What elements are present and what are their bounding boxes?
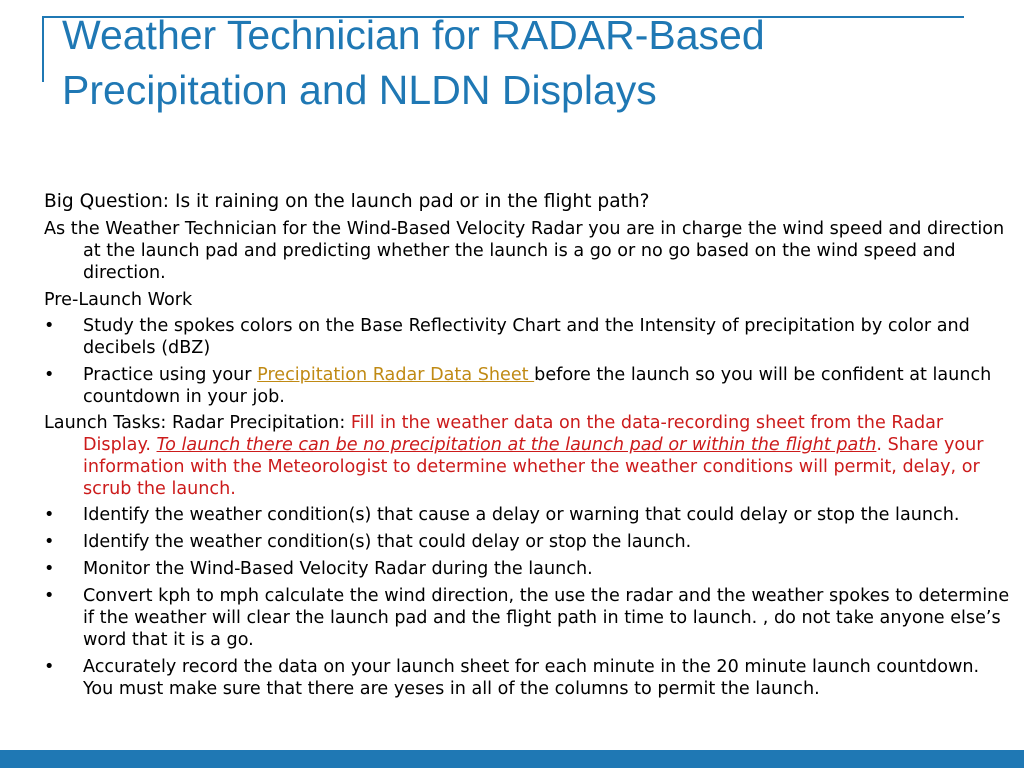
launch-tasks-emphasis: To launch there can be no precipitation at the launch pad or within the flight path	[156, 435, 877, 455]
bullet-icon: •	[44, 586, 55, 606]
task-item-text: calculate the wind direction, the use the radar and the weather spokes to determine if the weather will clear the launch pad and the flight path in time to launch. , do not take anyone else’s word that it is a go.	[83, 586, 1010, 650]
list-item	[44, 531, 1014, 553]
slide-body	[44, 190, 1014, 700]
bullet-icon: •	[44, 532, 55, 552]
bullet-icon: •	[44, 365, 55, 385]
task-item-text: Convert	[83, 586, 159, 606]
launch-tasks-paragraph	[44, 412, 1014, 500]
list-item	[44, 585, 1014, 651]
list-item	[44, 558, 1014, 580]
task-item-text: to	[190, 586, 220, 606]
list-item	[44, 315, 1014, 359]
bullet-icon: •	[44, 316, 55, 336]
bullet-icon: •	[44, 559, 55, 579]
task-item-text: Accurately record the data on your launch sheet for each minute in the 20 minute launch countdown. You must make sure that there are yeses in all of the columns to permit the launch.	[83, 657, 980, 699]
task-bullet-list	[44, 504, 1014, 700]
intro-paragraph: As the Weather Technician for the Wind-Based Velocity Radar you are in charge the wind speed and direction at the launch pad and predicting whether the launch is a go or no go based on the wind speed and direction.	[44, 219, 1005, 283]
footer-band	[0, 750, 1024, 768]
task-item-text: Identify the weather condition(s) that could delay or stop the launch.	[83, 532, 692, 552]
prelaunch-heading: Pre-Launch Work	[44, 290, 193, 310]
task-item-text: Identify the weather condition(s) that cause a delay or warning that could delay or stop the launch.	[83, 505, 960, 525]
prelaunch-item-text: before the launch so you will be confident at launch countdown in your job.	[83, 365, 992, 407]
launch-tasks-label: Launch Tasks: Radar Precipitation:	[44, 413, 346, 433]
list-item	[44, 504, 1014, 526]
slide-title	[62, 8, 992, 118]
prelaunch-bullet-list	[44, 315, 1014, 408]
big-question: Big Question: Is it raining on the launch pad or in the flight path?	[44, 191, 650, 212]
launch-tasks-instruction: Fill in the weather data on the data-recording sheet from the Radar Display.	[83, 413, 944, 455]
task-item-text: Monitor the Wind-Based Velocity Radar during the launch.	[83, 559, 593, 579]
prelaunch-item-text: Study the spokes colors on the Base Reflectivity Chart and the Intensity of precipitation by color and decibels (dBZ)	[83, 316, 970, 358]
precipitation-radar-data-sheet-link[interactable]: Precipitation Radar Data Sheet	[257, 365, 535, 385]
title-accent-left-rule	[42, 16, 44, 82]
bullet-icon: •	[44, 657, 55, 677]
list-item	[44, 656, 1014, 700]
bullet-icon: •	[44, 505, 55, 525]
list-item	[44, 364, 1014, 408]
prelaunch-item-text: Practice using your	[83, 365, 258, 385]
slide-title-line-2: Precipitation and NLDN Displays	[62, 67, 657, 113]
launch-tasks-instruction-continued: . Share your information with the Meteorologist to determine whether the weather conditions will permit, delay, or scrub the launch.	[83, 435, 984, 499]
mph-term: mph	[219, 586, 260, 606]
slide-title-line-1: Weather Technician for RADAR-Based	[62, 12, 765, 58]
kph-term: kph	[158, 586, 191, 606]
